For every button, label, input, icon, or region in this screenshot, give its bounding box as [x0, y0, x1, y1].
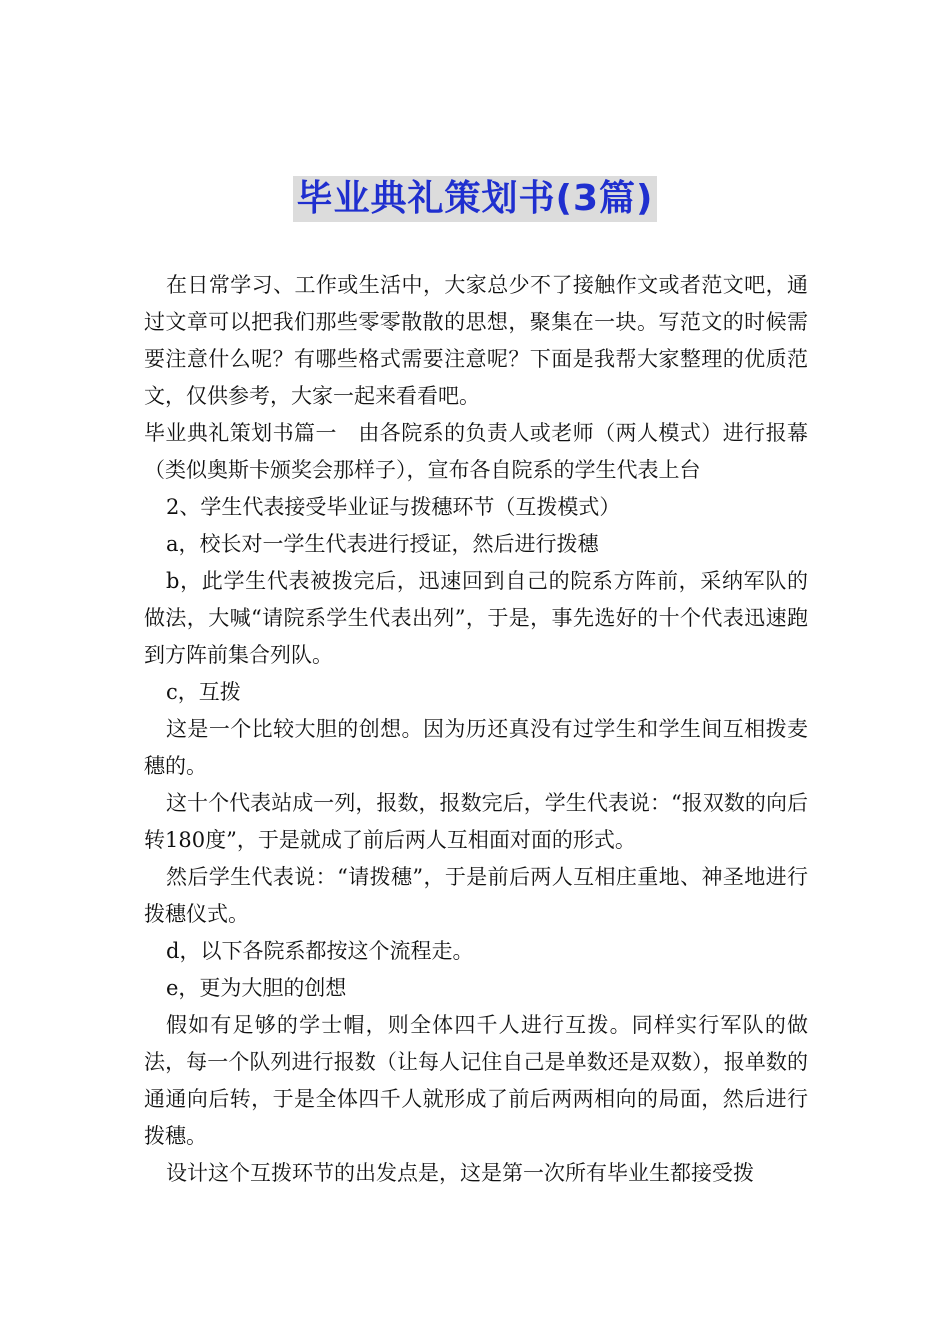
title-container — [0, 176, 950, 222]
paragraph-design-reason: 设计这个互拨环节的出发点是，这是第一次所有毕业生都接受拨 — [166, 1161, 754, 1185]
paragraph-intro: 在日常学习、工作或生活中，大家总少不了接触作文或者范文吧，通过文章可以把我们那些零零散散的思想，聚集在一块。写范文的时候需要注意什么呢？有哪些格式需要注意呢？下面是我帮大家整理的优质范文，仅供参考，大家一起来看看吧。 — [144, 273, 808, 408]
paragraph-tassel-ceremony: 然后学生代表说：“请拨穗”，于是前后两人互相庄重地、神圣地进行拨穗仪式。 — [144, 865, 808, 926]
paragraph-item-d: d，以下各院系都按这个流程走。 — [166, 939, 474, 963]
paragraph-section-one: 毕业典礼策划书篇一 由各院系的负责人或老师（两人模式）进行报幕（类似奥斯卡颁奖会那样子），宣布各自院系的学生代表上台 — [144, 421, 808, 482]
paragraph-item-b: b，此学生代表被拨完后，迅速回到自己的院系方阵前，采纳军队的做法，大喊“请院系学生代表出列”，于是，事先选好的十个代表迅速跑到方阵前集合列队。 — [144, 569, 808, 667]
paragraph-item-c: c，互拨 — [166, 680, 241, 704]
paragraph-creative-idea: 这是一个比较大胆的创想。因为历还真没有过学生和学生间互相拨麦穗的。 — [144, 717, 808, 778]
paragraph-item-a: a，校长对一学生代表进行授证，然后进行拨穗 — [166, 532, 599, 556]
paragraph-count-off: 这十个代表站成一列，报数，报数完后，学生代表说：“报双数的向后转180度”，于是就成了前后两人互相面对面的形式。 — [144, 791, 808, 852]
document-title: 毕业典礼策划书(3篇) — [293, 176, 658, 222]
paragraph-all-students: 假如有足够的学士帽，则全体四千人进行互拨。同样实行军队的做法，每一个队列进行报数（让每人记住自己是单数还是双数），报单数的通通向后转，于是全体四千人就形成了前后两两相向的局面，然后进行拨穗。 — [144, 1013, 808, 1148]
document-body — [144, 267, 808, 1192]
paragraph-item-e: e，更为大胆的创想 — [166, 976, 347, 1000]
paragraph-step-2: 2、学生代表接受毕业证与拨穗环节（互拨模式） — [166, 495, 621, 519]
